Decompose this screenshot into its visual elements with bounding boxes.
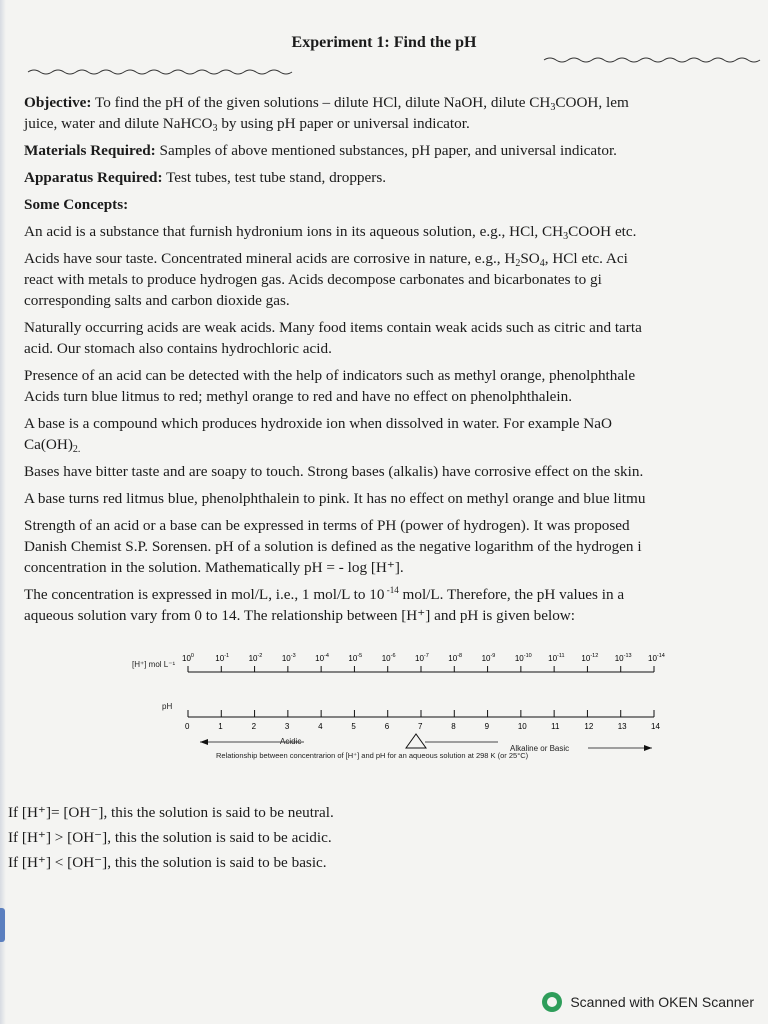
apparatus-label: Apparatus Required:	[24, 169, 163, 186]
scanner-watermark	[542, 992, 754, 1012]
ph-tick-label: 14	[651, 722, 660, 731]
conclusion-acidic: If [H⁺] > [OH⁻], this the solution is said to be acidic.	[8, 829, 332, 846]
h-conc-tick-label: $10^{-10}$	[514, 653, 532, 663]
ph-tick-label: 11	[551, 722, 560, 731]
h-conc-tick-label: $10^0$	[182, 653, 194, 663]
ph-tick-label: 12	[584, 722, 594, 731]
paragraph-acid-properties-1: Acids have sour taste. Concentrated mineral acids are corrosive in nature, e.g., $H_2SO_4$, HCl etc. Aci	[24, 250, 628, 269]
ph-tick-label: 4	[318, 722, 323, 731]
ph-tick-label: 2	[251, 722, 257, 731]
page-edge-shadow	[0, 0, 6, 1024]
paragraph-acid-properties-2: react with metals to produce hydrogen gas. Acids decompose carbonates and bicarbonates to gi	[24, 271, 602, 288]
acidic-label: Acidic	[280, 737, 302, 746]
paragraph-ph-range-1: The concentration is expressed in mol/L, i.e., 1 mol/L to 10 $^{-14}$ mol/L. Therefore, the pH values in a	[24, 585, 625, 603]
paragraph-base-definition-2: $Ca(OH)_{2.}$	[24, 436, 81, 455]
h-conc-tick-label: $10^{-9}$	[481, 653, 496, 663]
objective-line-2: juice, water and dilute NaHCO$_3$ by using pH paper or universal indicator.	[24, 115, 470, 134]
paragraph-indicators-2: Acids turn blue litmus to red; methyl orange to red and have no effect on phenolphthalein.	[24, 388, 573, 405]
h-conc-axis-label: [H⁺] mol L⁻¹	[132, 660, 176, 669]
ph-tick-label: 0	[185, 722, 190, 731]
concepts-heading: Some Concepts:	[24, 196, 129, 213]
ph-tick-label: 8	[451, 722, 456, 731]
ph-tick-label: 6	[384, 722, 390, 731]
ph-tick-label: 9	[484, 722, 490, 731]
paragraph-acid-properties-3: corresponding salts and carbon dioxide gas.	[24, 292, 290, 309]
oken-logo-icon	[542, 992, 562, 1012]
ph-axis-label: pH	[162, 702, 173, 711]
materials-label: Materials Required:	[24, 142, 156, 159]
h-conc-tick-label: $10^{-11}$	[548, 653, 565, 663]
paragraph-indicators-1: Presence of an acid can be detected with the help of indicators such as methyl orange, phenolphthale	[24, 367, 636, 384]
paragraph-base-definition-1: A base is a compound which produces hydroxide ion when dissolved in water. For example NaO	[24, 415, 612, 432]
objective-label: Objective:	[24, 94, 92, 111]
h-conc-tick-label: $10^{-5}$	[348, 653, 363, 663]
h-conc-tick-label: $10^{-1}$	[215, 653, 230, 663]
binding-mark	[0, 908, 5, 942]
paragraph-weak-acids-1: Naturally occurring acids are weak acids. Many food items contain weak acids such as citric and tarta	[24, 319, 642, 336]
h-conc-tick-label: $10^{-3}$	[281, 653, 296, 663]
ph-tick-label: 1	[218, 722, 223, 731]
ph-tick-label: 7	[418, 722, 423, 731]
wavy-underline	[24, 52, 768, 76]
paragraph-ph-strength-2: Danish Chemist S.P. Sorensen. pH of a solution is defined as the negative logarithm of the hydrogen i	[24, 538, 642, 555]
paragraph-weak-acids-2: acid. Our stomach also contains hydrochloric acid.	[24, 340, 332, 357]
document-body	[24, 92, 768, 626]
conclusions	[8, 800, 334, 875]
figure-caption: Relationship between concentrarion of [H⁺] and pH for an aqueous solution at 298 K (or 25°C)	[216, 751, 529, 760]
h-conc-tick-label: $10^{-2}$	[248, 653, 263, 663]
paragraph-ph-strength-1: Strength of an acid or a base can be expressed in terms of PH (power of hydrogen). It was proposed	[24, 517, 630, 534]
ph-tick-label: 3	[284, 722, 290, 731]
paragraph-base-litmus: A base turns red litmus blue, phenolphthalein to pink. It has no effect on methyl orange and blue litmu	[24, 490, 646, 507]
ph-tick-label: 10	[517, 722, 527, 731]
paragraph-base-properties: Bases have bitter taste and are soapy to touch. Strong bases (alkalis) have corrosive effect on the skin.	[24, 463, 644, 480]
h-conc-tick-label: $10^{-13}$	[614, 653, 632, 663]
basic-label: Alkaline or Basic	[510, 744, 570, 753]
paragraph-ph-range-2: aqueous solution vary from 0 to 14. The relationship between [H⁺] and pH is given below:	[24, 607, 575, 624]
paragraph-acid-definition: An acid is a substance that furnish hydronium ions in its aqueous solution, e.g., HCl, $CH_3COOH$ etc.	[24, 223, 637, 242]
watermark-text: Scanned with OKEN Scanner	[570, 994, 754, 1010]
h-conc-tick-label: $10^{-4}$	[315, 653, 329, 663]
h-conc-tick-label: $10^{-7}$	[415, 653, 429, 663]
ph-scale-figure	[120, 640, 680, 780]
materials-line: Materials Required: Samples of above mentioned substances, pH paper, and universal indicator.	[24, 142, 617, 159]
conclusion-basic: If [H⁺] < [OH⁻], this the solution is said to be basic.	[8, 854, 327, 871]
apparatus-line: Apparatus Required: Test tubes, test tube stand, droppers.	[24, 169, 387, 186]
h-conc-tick-label: $10^{-8}$	[448, 653, 463, 663]
ph-tick-label: 13	[617, 722, 627, 731]
page-title: Experiment 1: Find the pH	[291, 34, 477, 51]
h-conc-tick-label: $10^{-12}$	[581, 653, 599, 663]
conclusion-neutral: If [H⁺]= [OH⁻], this the solution is said to be neutral.	[8, 804, 334, 821]
objective-line-1: Objective: To find the pH of the given solutions – dilute HCl, dilute NaOH, dilute $CH_3COOH$, lem	[24, 94, 629, 113]
h-conc-tick-label: $10^{-14}$	[648, 653, 665, 663]
ph-tick-label: 5	[351, 722, 356, 731]
paragraph-ph-strength-3: concentration in the solution. Mathematically pH = - log [H⁺].	[24, 559, 404, 576]
h-conc-tick-label: $10^{-6}$	[381, 653, 396, 663]
